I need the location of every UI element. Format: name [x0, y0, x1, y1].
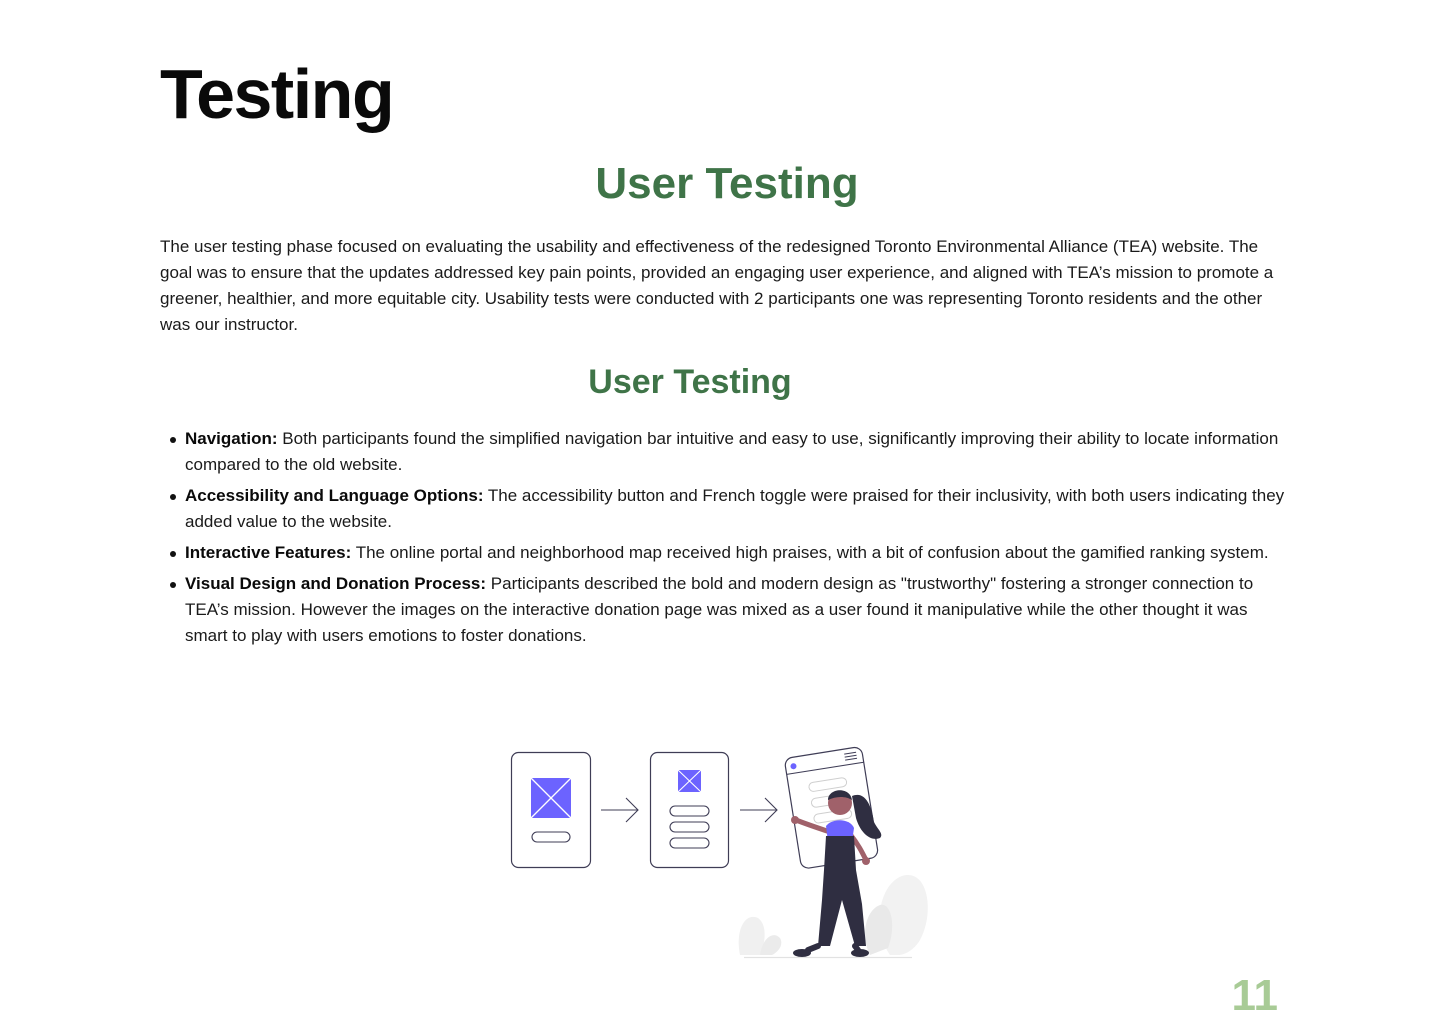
list-item	[185, 426, 1285, 478]
finding-text: Both participants found the simplified navigation bar intuitive and easy to use, significantly improving their ability to locate information compared to the old website.	[185, 429, 1279, 474]
arrow-right-icon	[601, 798, 638, 822]
arrow-right-icon	[740, 798, 777, 822]
finding-text: The accessibility button and French toggle were praised for their inclusivity, with both users indicating they added value to the website.	[185, 486, 1285, 531]
bullet-icon	[170, 437, 176, 443]
intro-paragraph: The user testing phase focused on evaluating the usability and effectiveness of the redesigned Toronto Environmental Alliance (TEA) website. The goal was to ensure that the updates addressed key pain points, provided an engaging user experience, and aligned with TEA’s mission to promote a greener, healthier, and more equitable city. Usability tests were conducted with 2 participants one was representing Toronto residents and the other was our instructor.	[160, 237, 1274, 334]
bullet-icon	[170, 551, 176, 557]
list-item	[185, 571, 1285, 649]
list-item	[185, 483, 1285, 535]
findings-list	[160, 426, 1285, 654]
finding-text: Participants described the bold and modern design as "trustworthy" fostering a stronger connection to TEA’s mission. However the images on the interactive donation page was mixed as a user found it manipulative while the other thought it was smart to play with users emotions to foster donations.	[185, 574, 1254, 645]
section-heading: User Testing	[595, 159, 859, 208]
bullet-icon	[170, 582, 176, 588]
bullet-icon	[170, 494, 176, 500]
finding-label: Interactive Features:	[185, 543, 352, 562]
finding-label: Navigation:	[185, 429, 278, 448]
findings-heading: User Testing	[588, 363, 792, 401]
page-number: 11	[1231, 971, 1278, 1020]
list-item	[185, 540, 1285, 566]
wireframe-list-icon	[651, 753, 729, 868]
finding-text: The online portal and neighborhood map received high praises, with a bit of confusion about the gamified ranking system.	[351, 543, 1269, 562]
finding-label: Accessibility and Language Options:	[185, 486, 484, 505]
finding-label: Visual Design and Donation Process:	[185, 574, 487, 593]
page-title: Testing	[160, 55, 394, 133]
user-testing-illustration	[500, 740, 940, 962]
wireframe-screen-icon	[512, 753, 591, 868]
